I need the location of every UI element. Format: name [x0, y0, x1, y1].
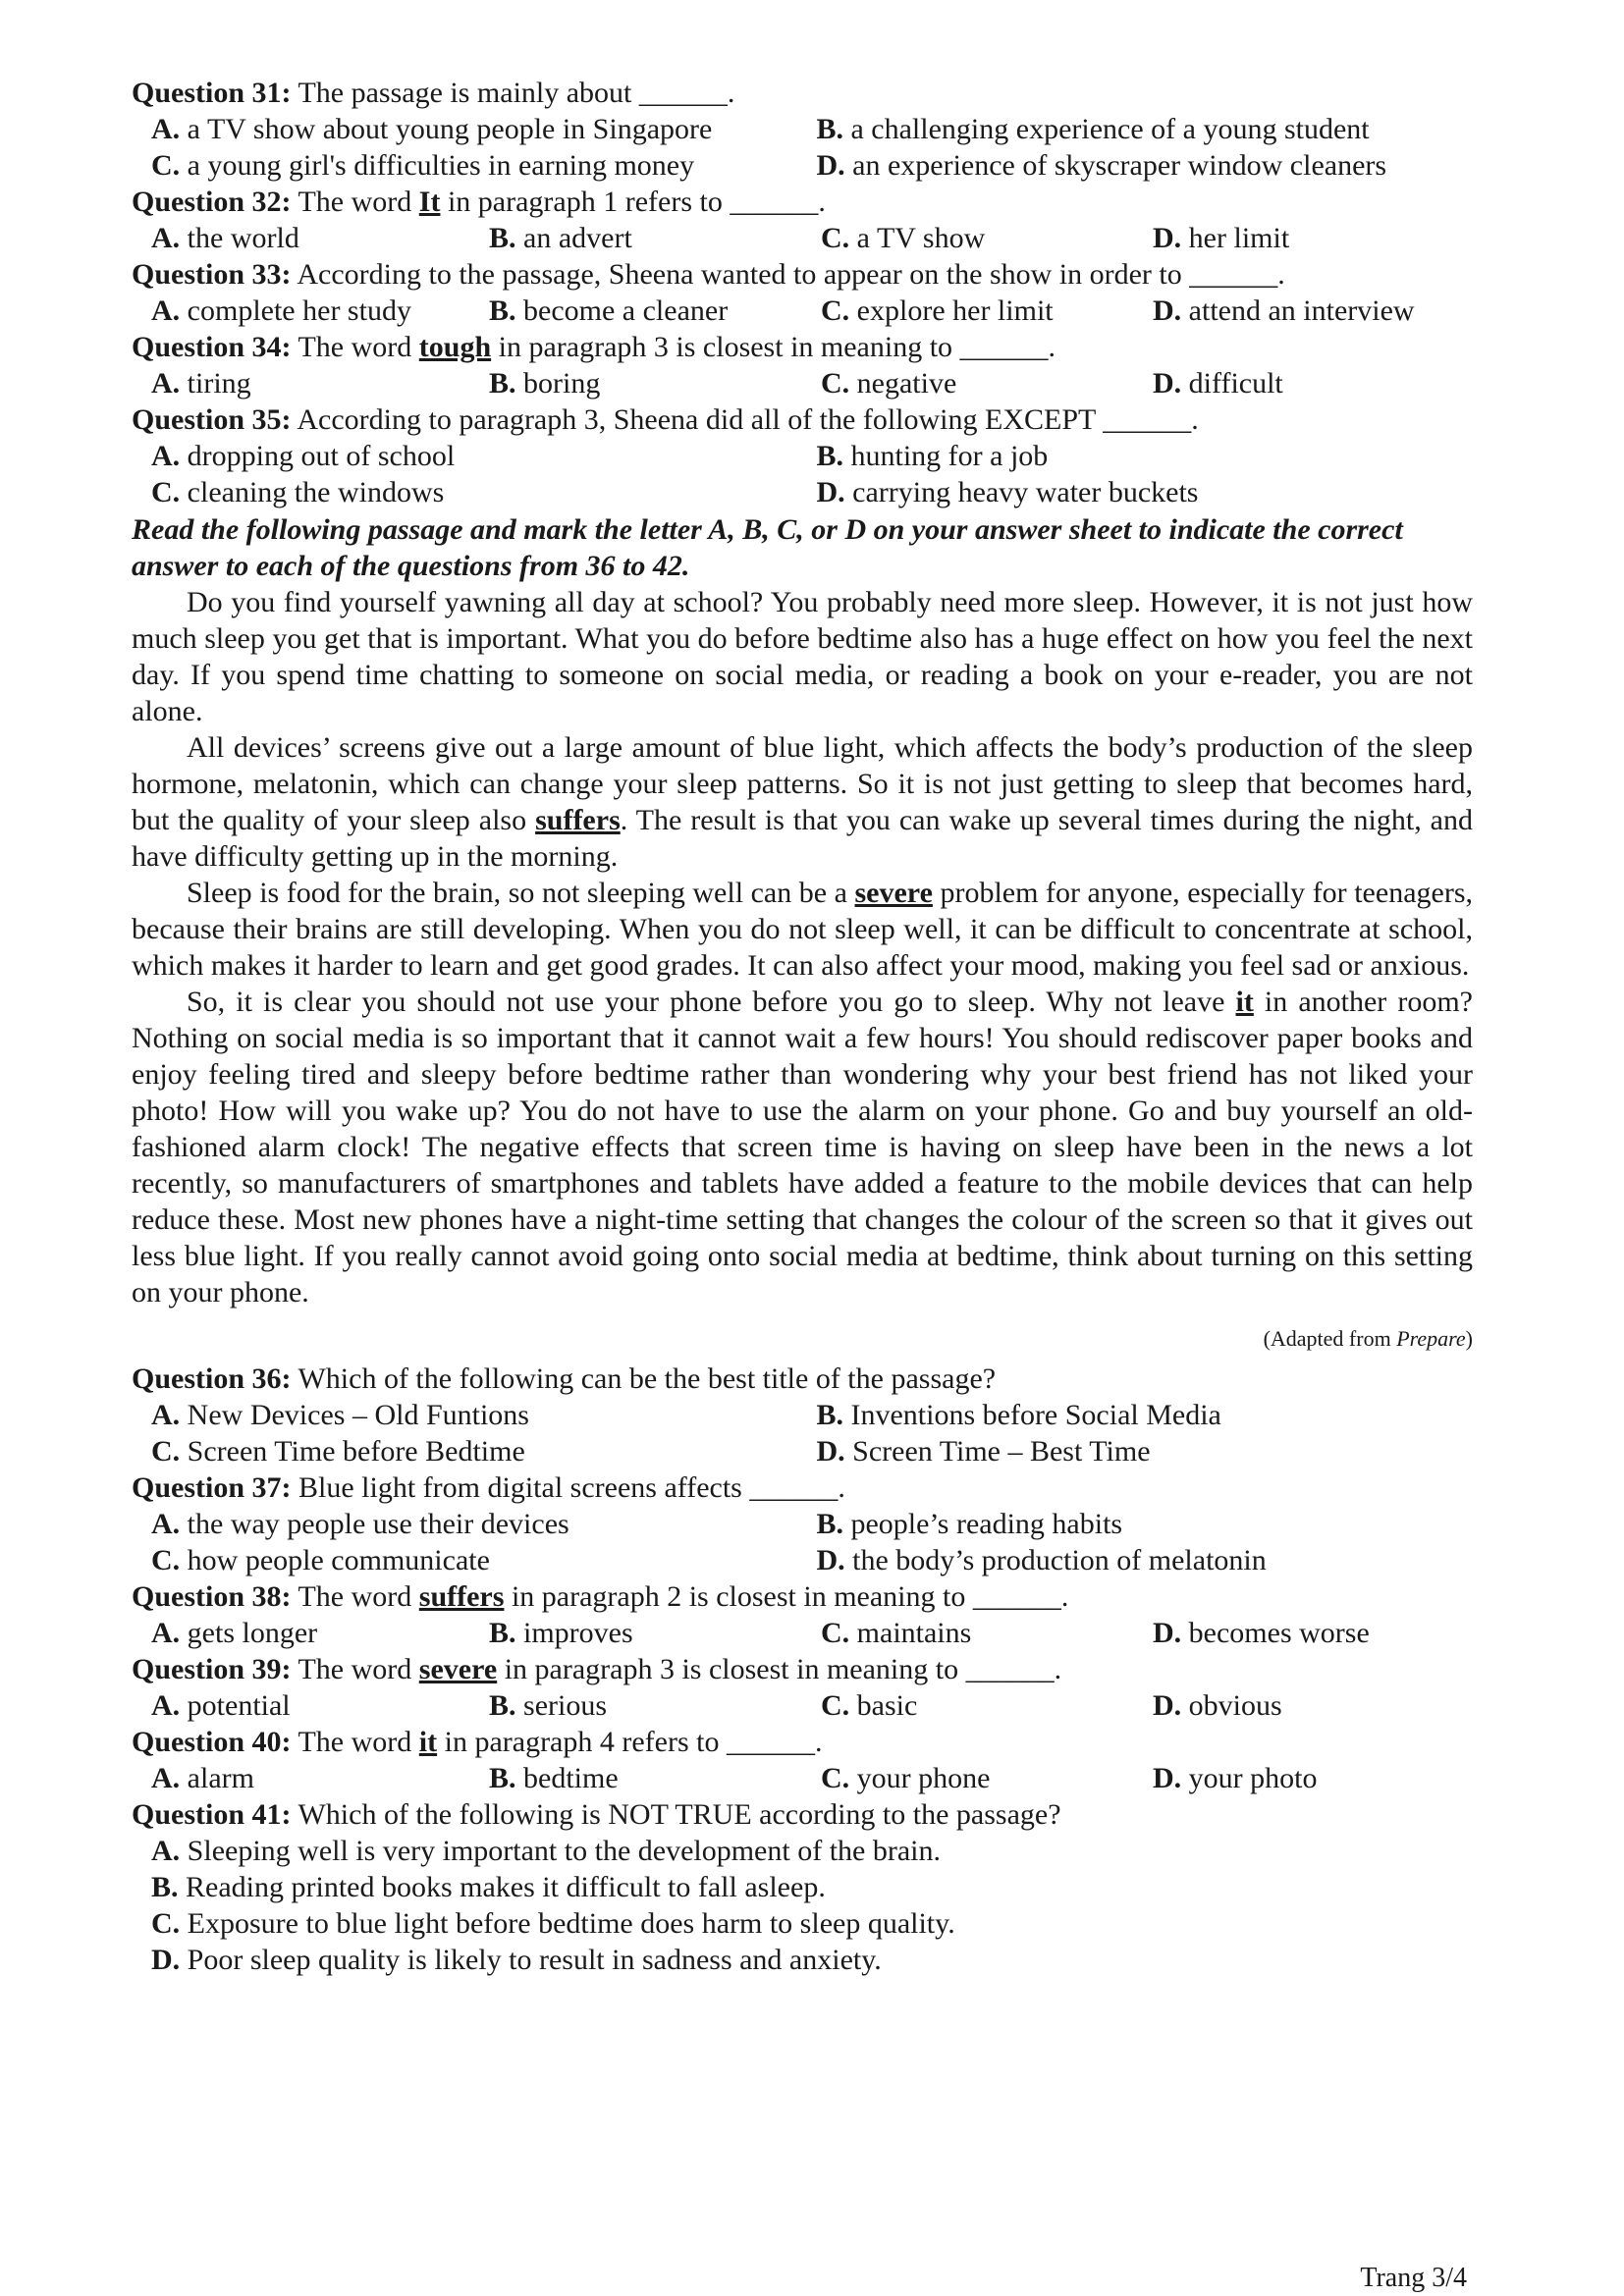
option-d[interactable]: D. an experience of skyscraper window cleaners: [816, 149, 1387, 182]
question-34: Question 34: The word tough in paragraph 3 is closest in meaning to ______. A. tiring B. boring C. negative D. difficult: [132, 329, 1473, 401]
key-word-severe: severe: [854, 877, 933, 909]
question-label: Question 36:: [132, 1362, 292, 1395]
option-b[interactable]: B. hunting for a job: [816, 440, 1049, 472]
option-b[interactable]: B. become a cleaner: [489, 294, 729, 327]
option-d[interactable]: D. her limit: [1153, 222, 1290, 254]
option-d[interactable]: D. obvious: [1153, 1689, 1282, 1722]
paragraph-4: So, it is clear you should not use your phone before you go to sleep. Why not leave it in another room? Nothing on social media is so important that it cannot wait a few hours! You should rediscover paper books and enjoy feeling tired and sleepy before bedtime rather than wondering why your best friend has not liked your photo! How will you wake up? You do not have to use the alarm on your phone. Go and buy yourself an old-fashioned alarm clock! The negative effects that screen time is having on sleep have been in the news a lot recently, so manufacturers of smartphones and tablets have added a feature to the mobile devices that can help reduce these. Most new phones have a night-time setting that changes the colour of the screen so that it gives out less blue light. If you really cannot avoid going onto social media at bedtime, think about turning on this setting on your phone.: [132, 986, 1473, 1308]
option-c[interactable]: C. Screen Time before Bedtime: [151, 1435, 525, 1468]
option-d[interactable]: D. your photo: [1153, 1762, 1318, 1794]
option-b[interactable]: B. a challenging experience of a young student: [816, 113, 1370, 145]
key-word: it: [418, 1726, 438, 1758]
key-word-it: it: [1235, 986, 1254, 1018]
option-a[interactable]: A. potential: [151, 1689, 291, 1722]
question-39: Question 39: The word severe in paragraph 3 is closest in meaning to ______. A. potential B. serious C. basic D. obvious: [132, 1651, 1473, 1724]
question-label: Question 31:: [132, 77, 292, 109]
option-b[interactable]: B. serious: [489, 1689, 608, 1722]
option-c[interactable]: C. how people communicate: [151, 1544, 490, 1576]
paragraph-1: Do you find yourself yawning all day at school? You probably need more sleep. However, it is not just how much sleep you get that is important. What you do before bedtime also has a huge effect on how you feel the next day. If you spend time chatting to someone on social media, or reading a book on your e-reader, you are not alone.: [132, 586, 1473, 727]
option-c[interactable]: C. basic: [821, 1689, 918, 1722]
option-b[interactable]: B. boring: [489, 367, 601, 400]
question-41: Question 41: Which of the following is NOT TRUE according to the passage? A. Sleeping well is very important to the development of the brain. B. Reading printed books makes it difficult to fall asleep. C. Exposure to blue light before bedtime does harm to sleep quality. D. Poor sleep quality is likely to result in sadness and anxiety.: [132, 1796, 1473, 1978]
option-b[interactable]: B. an advert: [489, 222, 632, 254]
option-d[interactable]: D. Poor sleep quality is likely to result in sadness and anxiety.: [151, 1944, 882, 1976]
option-c[interactable]: C. a TV show: [821, 222, 986, 254]
question-32: Question 32: The word It in paragraph 1 refers to ______. A. the world B. an advert C. a TV show D. her limit: [132, 184, 1473, 256]
paragraph-2: All devices’ screens give out a large amount of blue light, which affects the body’s production of the sleep hormone, melatonin, which can change your sleep patterns. So it is not just getting to sleep that becomes hard, but the quality of your sleep also suffers. The result is that you can wake up several times during the night, and have difficulty getting up in the morning.: [132, 731, 1473, 873]
option-b[interactable]: B. improves: [489, 1617, 633, 1649]
option-a[interactable]: A. complete her study: [151, 294, 411, 327]
question-31: [132, 75, 1473, 184]
question-33: Question 33: According to the passage, Sheena wanted to appear on the show in order to ______. A. complete her study B. become a cleaner C. explore her limit D. attend an interview: [132, 256, 1473, 329]
question-label: Question 39:: [132, 1653, 292, 1685]
option-b[interactable]: B. Inventions before Social Media: [816, 1399, 1221, 1431]
option-a[interactable]: A. the world: [151, 222, 299, 254]
question-36: Question 36: Which of the following can be the best title of the passage? A. New Devices – Old Funtions B. Inventions before Social Media C. Screen Time before Bedtime D. Screen Time – Best Time: [132, 1361, 1473, 1469]
option-c[interactable]: C. explore her limit: [821, 294, 1054, 327]
passage-source: (Adapted from Prepare): [1263, 1326, 1473, 1351]
question-35: Question 35: According to paragraph 3, Sheena did all of the following EXCEPT ______. A. dropping out of school B. hunting for a job C. cleaning the windows D. carrying heavy water buckets: [132, 401, 1473, 510]
question-label: Question 32:: [132, 186, 292, 218]
option-d[interactable]: D. Screen Time – Best Time: [816, 1435, 1151, 1468]
reading-passage: [132, 584, 1473, 1357]
option-b[interactable]: B. people’s reading habits: [816, 1508, 1123, 1540]
option-d[interactable]: D. carrying heavy water buckets: [816, 476, 1199, 508]
option-c[interactable]: C. maintains: [821, 1617, 972, 1649]
question-label: Question 41:: [132, 1798, 292, 1831]
option-c[interactable]: C. cleaning the windows: [151, 476, 445, 508]
key-word: tough: [418, 331, 492, 363]
key-word-suffers: suffers: [535, 804, 621, 836]
page-content: [132, 75, 1473, 1978]
question-label: Question 37:: [132, 1471, 292, 1504]
option-c[interactable]: C. your phone: [821, 1762, 991, 1794]
question-38: Question 38: The word suffers in paragraph 2 is closest in meaning to ______. A. gets longer B. improves C. maintains D. becomes worse: [132, 1578, 1473, 1651]
question-label: Question 38:: [132, 1580, 292, 1613]
paragraph-3: Sleep is food for the brain, so not sleeping well can be a severe problem for anyone, especially for teenagers, because their brains are still developing. When you do not sleep well, it can be difficult to concentrate at school, which makes it harder to learn and get good grades. It can also affect your mood, making you feel sad or anxious.: [132, 877, 1473, 982]
option-a[interactable]: A. alarm: [151, 1762, 254, 1794]
question-label: Question 35:: [132, 403, 292, 436]
question-label: Question 34:: [132, 331, 292, 363]
option-a[interactable]: A. gets longer: [151, 1617, 318, 1649]
option-b[interactable]: B. Reading printed books makes it difficult to fall asleep.: [151, 1871, 826, 1903]
option-a[interactable]: A. tiring: [151, 367, 251, 400]
question-text: The passage is mainly about ______.: [291, 77, 735, 109]
option-d[interactable]: D. difficult: [1153, 367, 1283, 400]
option-a[interactable]: A. dropping out of school: [151, 440, 456, 472]
question-label: Question 33:: [132, 258, 292, 291]
option-d[interactable]: D. becomes worse: [1153, 1617, 1370, 1649]
option-c[interactable]: C. Exposure to blue light before bedtime does harm to sleep quality.: [151, 1907, 955, 1940]
option-d[interactable]: D. the body’s production of melatonin: [816, 1544, 1267, 1576]
section-instruction: Read the following passage and mark the letter A, B, C, or D on your answer sheet to indicate the correct answer to each of the questions from 36 to 42.: [132, 513, 1403, 582]
question-40: Question 40: The word it in paragraph 4 refers to ______. A. alarm B. bedtime C. your phone D. your photo: [132, 1724, 1473, 1796]
question-label: Question 40:: [132, 1726, 292, 1758]
option-d[interactable]: D. attend an interview: [1153, 294, 1415, 327]
page-number: Trang 3/4: [1360, 2263, 1467, 2293]
option-a[interactable]: A. the way people use their devices: [151, 1508, 569, 1540]
option-a[interactable]: A. Sleeping well is very important to the development of the brain.: [151, 1835, 941, 1867]
option-a[interactable]: A. a TV show about young people in Singapore: [151, 113, 713, 145]
option-c[interactable]: C. negative: [821, 367, 957, 400]
key-word: It: [418, 186, 441, 218]
option-b[interactable]: B. bedtime: [489, 1762, 619, 1794]
key-word: suffers: [418, 1580, 505, 1613]
option-c[interactable]: C. a young girl's difficulties in earning money: [151, 149, 695, 182]
question-37: Question 37: Blue light from digital screens affects ______. A. the way people use their devices B. people’s reading habits C. how people communicate D. the body’s production of melatonin: [132, 1469, 1473, 1578]
key-word: severe: [418, 1653, 498, 1685]
option-a[interactable]: A. New Devices – Old Funtions: [151, 1399, 529, 1431]
